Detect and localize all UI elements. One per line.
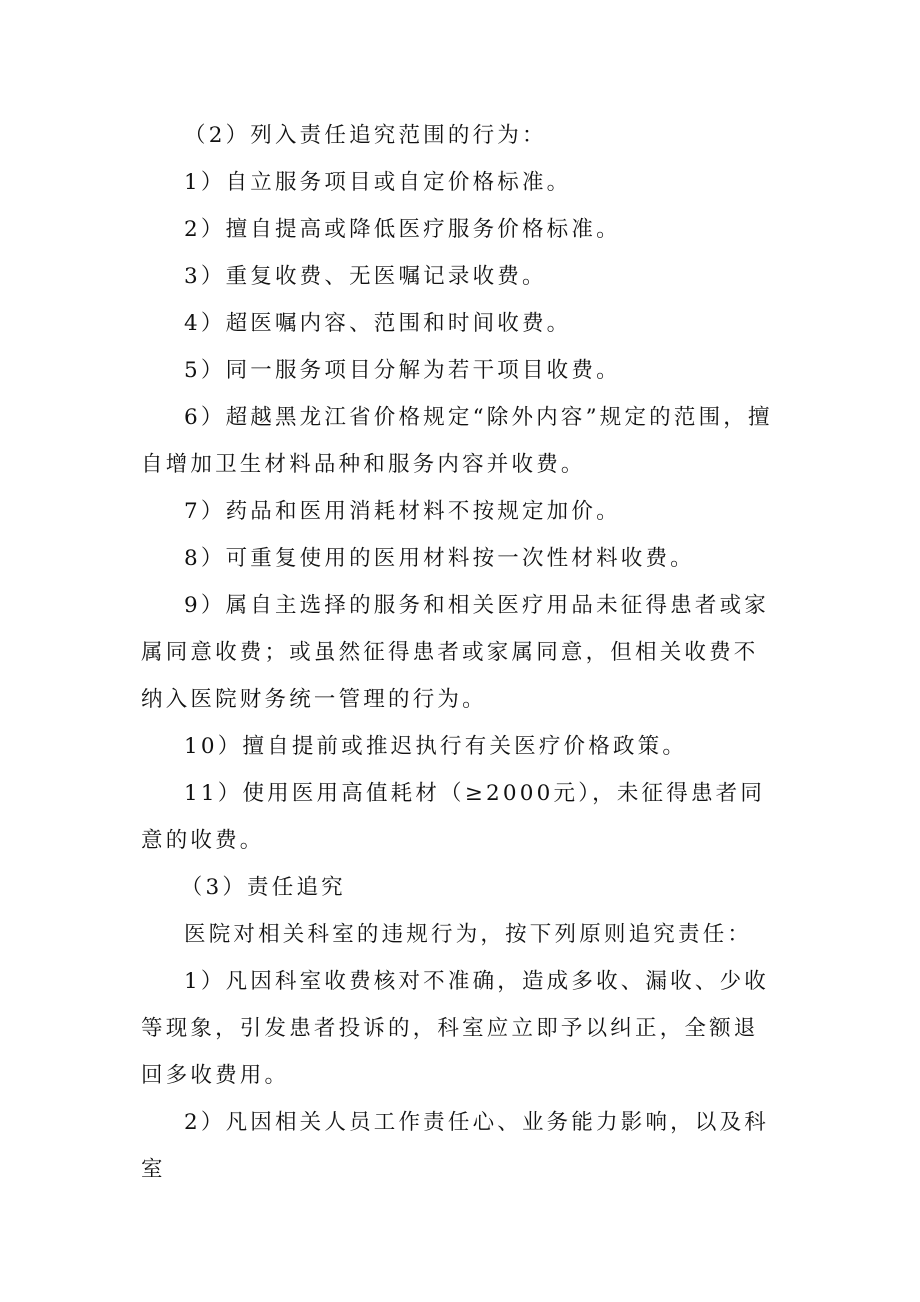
list-item: 11）使用医用高值耗材（≥2000元），未征得患者同意的收费。 [141, 781, 766, 853]
document-body [141, 112, 781, 1193]
list-item: 10）擅自提前或推迟执行有关医疗价格政策。 [184, 734, 688, 759]
list-item: 1）自立服务项目或自定价格标准。 [184, 170, 572, 195]
list-item: 8）可重复使用的医用材料按一次性材料收费。 [184, 546, 695, 571]
body-paragraph: 医院对相关科室的违规行为，按下列原则追究责任： [184, 922, 753, 947]
list-item: 2）凡因相关人员工作责任心、业务能力影响，以及科室 [141, 1110, 769, 1182]
list-item: 2）擅自提高或降低医疗服务价格标准。 [184, 217, 621, 242]
list-item: 5）同一服务项目分解为若干项目收费。 [184, 358, 621, 383]
list-item: 1）凡因科室收费核对不准确，造成多收、漏收、少收等现象，引发患者投诉的，科室应立即予以纠正，全额退回多收费用。 [141, 969, 769, 1088]
list-item: 9）属自主选择的服务和相关医疗用品未征得患者或家属同意收费；或虽然征得患者或家属同意，但相关收费不纳入医院财务统一管理的行为。 [141, 593, 769, 712]
section-heading-accountability: （3）责任追究 [180, 875, 346, 900]
list-item: 3）重复收费、无医嘱记录收费。 [184, 264, 547, 289]
section-heading-scope: （2）列入责任追究范围的行为： [184, 123, 547, 148]
list-item: 4）超医嘱内容、范围和时间收费。 [184, 311, 572, 336]
list-item: 7）药品和医用消耗材料不按规定加价。 [184, 499, 621, 524]
list-item: 6）超越黑龙江省价格规定“除外内容”规定的范围，擅自增加卫生材料品种和服务内容并收费。 [141, 405, 773, 477]
